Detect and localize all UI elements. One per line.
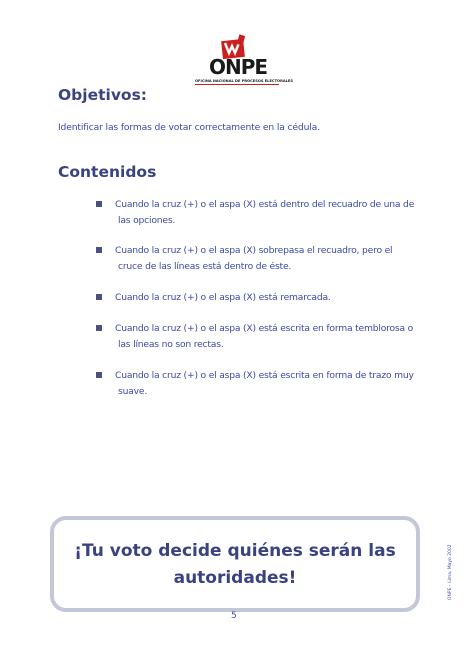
page-number: 5: [231, 611, 237, 621]
slogan-banner: [50, 516, 420, 612]
objectives-text: Identificar las formas de votar correctamente en la cédula.: [58, 122, 320, 133]
slogan-line2: autoridades!: [173, 568, 297, 588]
square-bullet-icon: [96, 325, 102, 331]
list-item-line1: Cuando la cruz (+) o el aspa (X) está dentro del recuadro de una de: [115, 199, 415, 210]
square-bullet-icon: [96, 247, 102, 253]
list-item-line2: las opciones.: [118, 215, 176, 226]
onpe-logo: [195, 34, 293, 88]
list-item-line2: suave.: [118, 386, 148, 397]
square-bullet-icon: [96, 294, 102, 300]
square-bullet-icon: [96, 372, 102, 378]
list-item-line2: cruce de las líneas está dentro de éste.: [118, 261, 292, 272]
list-item-line1: Cuando la cruz (+) o el aspa (X) está escrita en forma de trazo muy: [115, 370, 414, 381]
slogan-line1: ¡Tu voto decide quiénes serán las: [74, 541, 396, 561]
slogan-text: [54, 538, 416, 592]
list-item-line2: las líneas no son rectas.: [118, 339, 224, 350]
list-item-text: [115, 321, 431, 353]
list-item-line1: Cuando la cruz (+) o el aspa (X) está escrita en forma temblorosa o: [115, 323, 414, 334]
list-item-text: [115, 197, 431, 229]
list-item-line1: Cuando la cruz (+) o el aspa (X) sobrepasa el recuadro, pero el: [115, 245, 393, 256]
list-item-text: [115, 368, 431, 400]
logo-word: ONPE: [208, 55, 268, 79]
list-item-line1: Cuando la cruz (+) o el aspa (X) está remarcada.: [115, 292, 331, 303]
list-item-text: [115, 243, 431, 275]
square-bullet-icon: [96, 201, 102, 207]
list-item-text: [115, 290, 431, 306]
side-note: ONPE - Lima, Mayo 2002: [448, 544, 453, 600]
objectives-heading: Objetivos:: [58, 86, 147, 104]
contents-heading: Contenidos: [58, 163, 157, 181]
logo-subtitle: OFICINA NACIONAL DE PROCESOS ELECTORALES: [195, 79, 293, 83]
